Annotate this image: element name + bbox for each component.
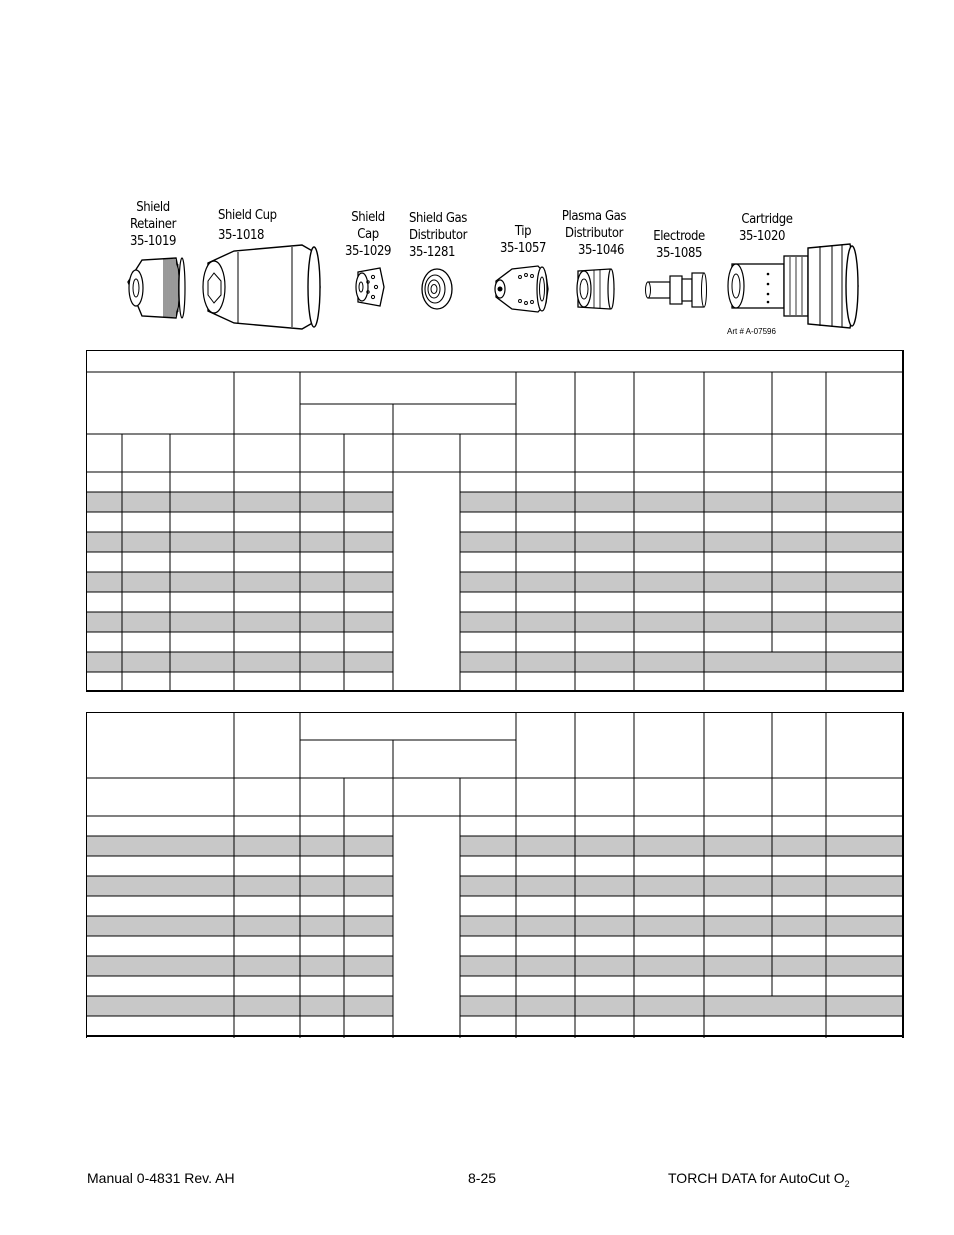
footer-manual-number: Manual 0-4831 Rev. AH bbox=[87, 1170, 235, 1186]
cutting-data-table-bottom bbox=[86, 712, 904, 1038]
label-shield-retainer: Shield Retainer 35-1019 bbox=[129, 200, 177, 249]
shield-gas-distributor-drawing bbox=[420, 267, 454, 311]
electrode-drawing bbox=[644, 270, 708, 310]
footer-section-title bbox=[668, 1170, 850, 1189]
footer-page-number: 8-25 bbox=[468, 1170, 497, 1186]
label-shield-cup: Shield Cup 35-1018 bbox=[218, 208, 277, 243]
label-electrode: Electrode 35-1085 bbox=[653, 229, 705, 261]
shield-retainer-drawing bbox=[124, 254, 188, 322]
shield-cap-drawing bbox=[352, 266, 388, 308]
label-shield-cap: Shield Cap 35-1029 bbox=[344, 210, 392, 259]
label-cartridge: Cartridge 35-1020 bbox=[738, 212, 793, 244]
cutting-data-table-top bbox=[86, 350, 904, 692]
art-number: Art # A-07596 bbox=[727, 327, 776, 336]
plasma-gas-distributor-drawing bbox=[574, 265, 618, 313]
label-tip: Tip 35-1057 bbox=[499, 224, 547, 256]
footer-title-text: TORCH DATA for AutoCut O bbox=[668, 1170, 845, 1186]
cartridge-drawing bbox=[724, 240, 862, 332]
footer-title-subscript: 2 bbox=[844, 1178, 850, 1189]
label-shield-gas-distributor: Shield Gas Distributor 35-1281 bbox=[409, 211, 468, 260]
label-plasma-gas-distributor: Plasma Gas Distributor 35-1046 bbox=[561, 209, 627, 258]
tip-drawing bbox=[490, 263, 550, 315]
shield-cup-drawing bbox=[194, 243, 324, 331]
